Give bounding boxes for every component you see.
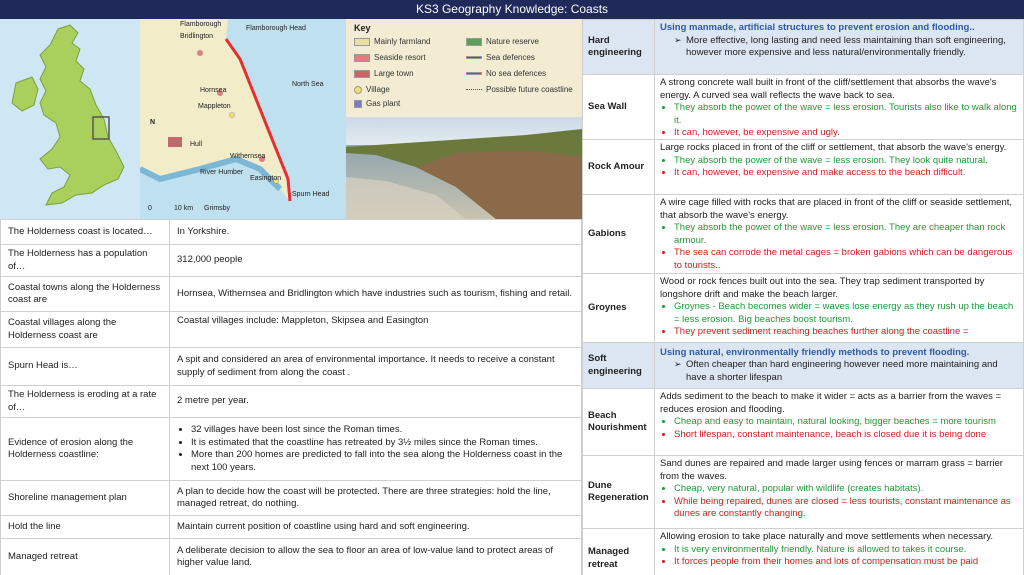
gabions-cell [655,195,1024,274]
table-row [1,516,582,539]
holderness-coast-icon [140,19,346,219]
map-label: Flamborough [180,21,222,28]
list-item: • More than 200 homes are predicted to fall into the sea along the Holderness coast in the next 100 years. [191,449,574,474]
map-label: Grimsby [204,205,231,212]
table-row [1,348,582,386]
rock-armour-description: Large rocks placed in front of the cliff or settlement, that absorb the wave's energy. [660,142,1007,153]
dune-regeneration-label: Dune Regeneration [583,456,655,529]
soft-engineering-label: Soft engineering [583,343,655,389]
nature-reserve-swatch-icon [466,38,482,46]
groynes-points [660,301,1018,339]
cell-content [660,458,1018,526]
dune-regeneration-points [660,483,1018,521]
answer-cell: Hornsea, Withernsea and Bridlington which have industries such as tourism, fishing and retail. [170,277,582,312]
engineering-table [582,19,1024,575]
table-row [583,343,1024,389]
question-cell: Spurn Head is… [1,348,170,386]
key-item: Mainly farmland [354,37,430,46]
sea-wall-description: A strong concrete wall built in front of the cliff/settlement that absorbs the wave's energy. A curved sea wall reflects the wave back to sea. [660,77,997,101]
cell-content [660,531,1018,575]
cell-content [660,276,1018,340]
disadvantage-item: • It can, however, be expensive and make access to the beach difficult. [674,167,1018,180]
question-cell: Managed retreat [1,539,170,575]
table-row [1,386,582,418]
advantage-item: • They absorb the power of the wave = less erosion. Tourists also like to walk along it. [674,102,1018,127]
hard-engineering-cell [655,20,1024,75]
key-item: No sea defences [466,69,546,78]
list-item: ➢ More effective, long lasting and need less maintaining than soft engineering, however more expensive and less natural/environmentally friendly. [674,35,1018,60]
managed-retreat-points [660,544,1018,569]
uk-outline-icon [0,19,140,219]
table-row [583,195,1024,274]
disadvantage-item: • The sea can corrode the metal cages = broken gabions which can be dangerous to tourists.. [674,247,1018,271]
answer-cell [170,418,582,481]
table-row [1,312,582,348]
key-item: Sea defences [466,53,535,62]
map-label: Hornsea [200,87,227,94]
holderness-map-image [140,19,346,219]
right-panel [582,19,1024,575]
left-panel [0,19,582,575]
cell-content [660,197,1018,271]
map-label: Mappleton [198,103,231,110]
question-cell: The Holderness is eroding at a rate of… [1,386,170,418]
map-key [346,19,582,117]
soft-engineering-heading: Using natural, environmentally friendly methods to prevent flooding. [660,346,970,358]
table-row [1,220,582,245]
cliff-photo-icon [346,117,582,219]
table-row [1,277,582,312]
answer-cell: A spit and considered an area of environmental importance. It needs to receive a constant supply of sediment from along the coast . [170,348,582,386]
managed-retreat-label: Managed retreat [583,529,655,575]
advantage-item: • Cheap, very natural, popular with wildlife (creates habitats). [674,483,1018,496]
groynes-cell [655,274,1024,343]
erosion-evidence-list [177,424,574,474]
table-row [583,456,1024,529]
key-title: Key [354,23,371,33]
table-row [583,389,1024,456]
table-row [583,140,1024,195]
eroding-cliff-photo [346,117,582,219]
answer-cell: In Yorkshire. [170,220,582,245]
question-cell: Coastal towns along the Holderness coast are [1,277,170,312]
table-row [1,481,582,516]
rock-armour-cell [655,140,1024,195]
answer-cell: A deliberate decision to allow the sea to floor an area of low-value land to protect areas of higher value land. [170,539,582,575]
groynes-description: Wood or rock fences built out into the sea. They trap sediment transported by longshore drift and make the beach larger. [660,276,985,300]
holderness-facts-table [0,219,582,575]
dune-regeneration-cell [655,456,1024,529]
managed-retreat-cell [655,529,1024,575]
question-cell: Coastal villages along the Holderness coast are [1,312,170,348]
answer-cell: A plan to decide how the coast will be protected. There are three strategies: hold the line, managed retreat, do nothing. [170,481,582,516]
question-cell: Shoreline management plan [1,481,170,516]
gabions-description: A wire cage filled with rocks that are placed in front of the cliff or seaside settlement, that absorb the wave's energy. [660,197,1013,221]
cell-content [660,77,1018,137]
soft-engineering-points [660,359,1018,384]
disadvantage-item: • It forces people from their homes and lots of compensation must be paid [674,556,1018,569]
map-label: Spurn Head [292,191,330,198]
beach-nourishment-label: Beach Nourishment [583,389,655,456]
question-cell: Hold the line [1,516,170,539]
table-row [1,245,582,277]
hard-engineering-label: Hard engineering [583,20,655,75]
table-row [1,539,582,575]
sea-wall-label: Sea Wall [583,75,655,140]
soft-engineering-cell [655,343,1024,389]
rock-armour-label: Rock Amour [583,140,655,195]
gabions-points [660,222,1018,271]
advantage-item: • They absorb the power of the wave = less erosion. They look quite natural. [674,155,1018,168]
sea-defences-swatch-icon [466,56,482,59]
managed-retreat-description: Allowing erosion to take place naturally and move settlements when necessary. [660,531,994,542]
map-label: Flamborough Head [246,25,306,32]
key-item: Nature reserve [466,37,539,46]
map-label: 10 km [174,205,194,212]
map-label: Hull [190,141,203,148]
village-swatch-icon [354,86,362,94]
answer-cell: Maintain current position of coastline using hard and soft engineering. [170,516,582,539]
question-cell: The Holderness has a population of… [1,245,170,277]
list-item: • It is estimated that the coastline has retreated by 3½ miles since the Roman times. [191,437,574,450]
rock-armour-points [660,155,1018,180]
dune-regeneration-description: Sand dunes are repaired and made larger using fences or marram grass = barrier from the waves. [660,458,1003,482]
future-coastline-swatch-icon [466,89,482,90]
beach-nourishment-points [660,416,1018,441]
key-item: Possible future coastline [466,85,573,94]
gas-plant-swatch-icon [354,100,362,108]
cell-content [660,391,1018,453]
table-row [583,529,1024,575]
map-label: Easington [250,175,282,182]
image-strip [0,19,582,219]
groynes-label: Groynes [583,274,655,343]
table-row [583,274,1024,343]
map-label: River Humber [200,169,244,176]
north-arrow-icon: N [150,119,156,126]
page-title: KS3 Geography Knowledge: Coasts [0,0,1024,19]
disadvantage-item: • While being repaired, dunes are closed = less tourists, constant maintenance as dunes are constantly changing. [674,496,1018,521]
farmland-swatch-icon [354,38,370,46]
key-item: Gas plant [354,99,400,108]
sea-wall-points [660,102,1018,137]
resort-swatch-icon [354,54,370,62]
advantage-item: • Cheap and easy to maintain, natural looking, bigger beaches = more tourism [674,416,1018,429]
sea-wall-cell [655,75,1024,140]
beach-nourishment-description: Adds sediment to the beach to make it wider = acts as a barrier from the waves = reduces erosion and flooding. [660,391,1002,415]
advantage-item: • They absorb the power of the wave = less erosion. They are cheaper than rock armour. [674,222,1018,247]
advantage-item: • Groynes - Beach becomes wider = waves lose energy as they rush up the beach = less erosion. Big beaches boost tourism. [674,301,1018,326]
gabions-label: Gabions [583,195,655,274]
list-item: ➢ Often cheaper than hard engineering however need more maintaining and have a shorter lifespan [674,359,1018,384]
answer-cell: 312,000 people [170,245,582,277]
key-item: Village [354,85,390,94]
disadvantage-item: • Short lifespan, constant maintenance, beach is closed due it is being done [674,429,1018,442]
hard-engineering-points [660,35,1018,60]
uk-map-image [0,19,140,219]
disadvantage-item: • They prevent sediment reaching beaches further along the coastline = [674,326,1018,339]
disadvantage-item: • It can, however, be expensive and ugly. [674,127,1018,137]
table-row [583,75,1024,140]
map-label: 0 [148,205,152,212]
key-item: Large town [354,69,414,78]
answer-cell: Coastal villages include: Mappleton, Skipsea and Easington [170,312,582,348]
table-row [1,418,582,481]
answer-cell: 2 metre per year. [170,386,582,418]
question-cell: Evidence of erosion along the Holderness coastline: [1,418,170,481]
map-label: North Sea [292,81,324,88]
table-row [583,20,1024,75]
list-item: • 32 villages have been lost since the Roman times. [191,424,574,437]
key-item: Seaside resort [354,53,426,62]
no-defences-swatch-icon [466,72,482,75]
question-cell: The Holderness coast is located… [1,220,170,245]
hard-engineering-heading: Using manmade, artificial structures to prevent erosion and flooding.. [660,22,975,33]
beach-nourishment-cell [655,389,1024,456]
advantage-item: • It is very environmentally friendly. Nature is allowed to takes it course. [674,544,1018,557]
cell-content [660,142,1018,192]
large-town-swatch-icon [354,70,370,78]
map-label: Withernsea [230,153,266,160]
map-label: Bridlington [180,33,214,40]
